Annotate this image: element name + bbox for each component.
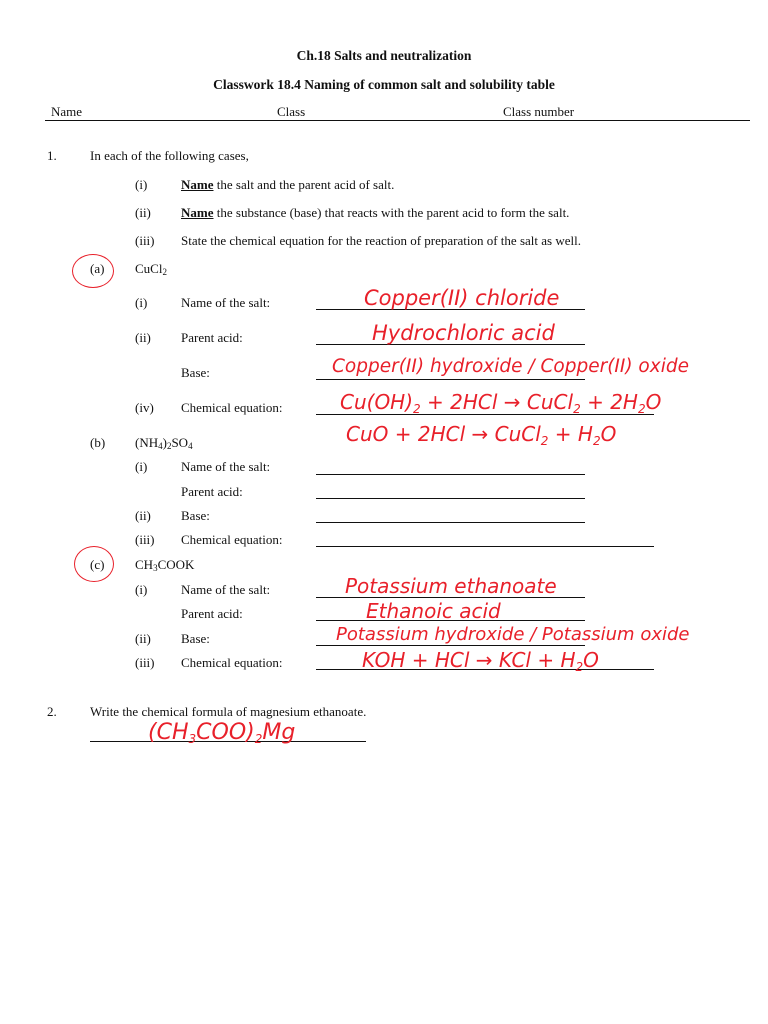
handwritten-answer: Hydrochloric acid — [372, 321, 555, 345]
parent-acid-label: Parent acid: — [181, 330, 243, 345]
instruction-num: (ii) — [135, 205, 151, 220]
answer-blank[interactable] — [316, 474, 585, 475]
page-title: Ch.18 Salts and neutralization — [296, 48, 472, 63]
row-num: (ii) — [135, 508, 151, 523]
handwritten-equation-1: $Cu(OH)_2 + 2HCl$ → CuCl$_2$ + $2H_2O$ — [340, 390, 662, 416]
handwritten-answer: Potassium hydroxide / Potassium oxide — [336, 624, 690, 645]
answer-blank[interactable] — [316, 645, 585, 646]
answer-blank[interactable] — [316, 546, 654, 547]
formula-sub: 2 — [162, 267, 167, 277]
page-subtitle: Classwork 18.4 Naming of common salt and solubility table — [213, 77, 555, 92]
part-a-formula — [135, 261, 167, 277]
q2-number: 2. — [47, 704, 57, 719]
row-num: (iii) — [135, 532, 155, 547]
salt-name-label: Name of the salt: — [181, 459, 271, 474]
parent-acid-label: Parent acid: — [181, 606, 243, 621]
row-num: (iv) — [135, 400, 154, 415]
handwritten-equation: KOH + HCl → KCl + $H_2O$ — [362, 648, 599, 674]
class-number-label: Class number — [503, 104, 575, 119]
answer-blank[interactable] — [316, 498, 585, 499]
part-b-label: (b) — [90, 435, 106, 450]
row-num: (ii) — [135, 631, 151, 646]
instruction-bold: Name — [181, 205, 214, 220]
row-num: (ii) — [135, 330, 151, 345]
instruction-text — [181, 205, 569, 221]
formula-text: CuCl — [135, 261, 163, 276]
instruction-rest: the salt and the parent acid of salt. — [213, 177, 395, 192]
equation-label: Chemical equation: — [181, 655, 283, 670]
part-c-label: (c) — [90, 557, 105, 572]
handwritten-answer: $(CH_3COO)_2Mg$ — [148, 720, 296, 746]
q1-number: 1. — [47, 148, 57, 163]
handwritten-answer: Copper(II) chloride — [364, 286, 560, 310]
instruction-num: (i) — [135, 177, 148, 192]
instruction-text: State the chemical equation for the reaction of preparation of the salt as well. — [181, 233, 581, 248]
class-label: Class — [277, 104, 306, 119]
handwritten-answer: Ethanoic acid — [366, 599, 501, 623]
salt-name-label: Name of the salt: — [181, 582, 271, 597]
instruction-bold: Name — [181, 177, 214, 192]
equation-label: Chemical equation: — [181, 400, 283, 415]
q2-prompt: Write the chemical formula of magnesium ethanoate. — [90, 704, 367, 719]
answer-blank[interactable] — [316, 379, 585, 380]
parent-acid-label: Parent acid: — [181, 484, 243, 499]
answer-blank[interactable] — [316, 522, 585, 523]
handwritten-equation-2: CuO + 2HCl → CuCl$_2$ + $H_2O$ — [346, 422, 617, 448]
instruction-text — [181, 177, 394, 193]
instruction-num: (iii) — [135, 233, 155, 248]
name-label: Name — [51, 104, 83, 119]
row-num: (i) — [135, 459, 148, 474]
row-num: (i) — [135, 582, 148, 597]
handwritten-answer: Copper(II) hydroxide / Copper(II) oxide — [332, 356, 689, 377]
instruction-rest: the substance (base) that reacts with the parent acid to form the salt. — [213, 205, 570, 220]
header-rule — [45, 120, 750, 121]
part-a-label: (a) — [90, 261, 105, 276]
q1-prompt: In each of the following cases, — [90, 148, 249, 163]
handwritten-answer: Potassium ethanoate — [345, 574, 557, 598]
part-c-formula: $CH_3COOK$ — [135, 557, 195, 573]
base-label: Base: — [181, 631, 210, 646]
base-label: Base: — [181, 508, 210, 523]
part-b-formula: $(NH_4)_2SO_4$ — [135, 435, 193, 451]
row-num: (iii) — [135, 655, 155, 670]
salt-name-label: Name of the salt: — [181, 295, 271, 310]
row-num: (i) — [135, 295, 148, 310]
equation-label: Chemical equation: — [181, 532, 283, 547]
base-label: Base: — [181, 365, 210, 380]
